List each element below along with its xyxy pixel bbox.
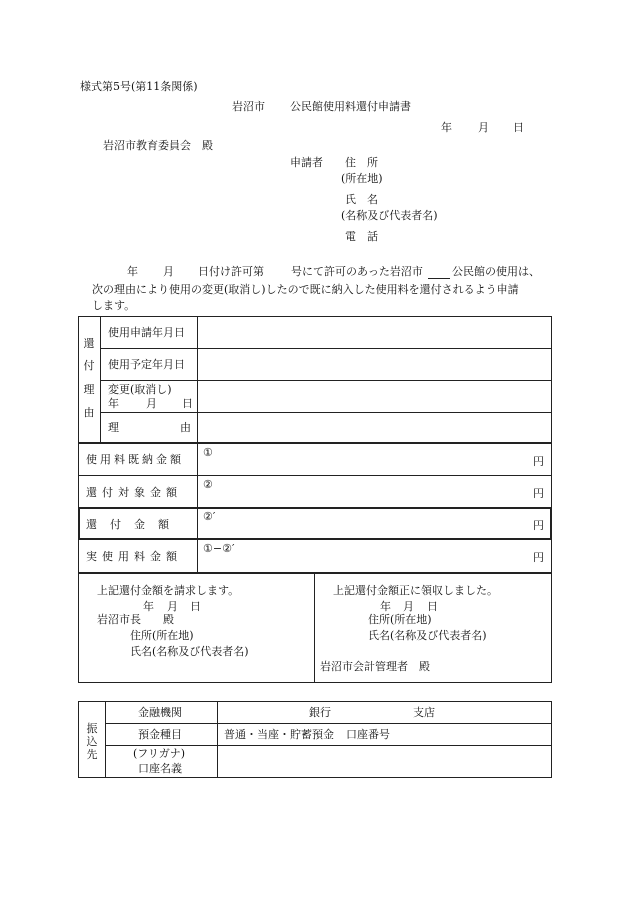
deposit-type-label: 預金種目	[138, 728, 182, 741]
body-date-permit: 日付け許可第	[198, 265, 264, 278]
body-year: 年	[127, 265, 138, 278]
bank-side-char: 先	[86, 748, 98, 761]
reason-side-char: 還	[83, 337, 95, 350]
bank-label-divider	[217, 701, 218, 778]
receipt-address-label: 住所(所在地)	[368, 613, 432, 626]
body-line3: します。	[92, 299, 136, 312]
body-blank-underline	[428, 278, 450, 279]
body-line1-end: 公民館の使用は、	[452, 265, 540, 278]
applicant-label: 申請者	[290, 156, 323, 169]
applicant-address-label: 住 所	[345, 156, 378, 169]
refund-amount-unit: 円	[533, 519, 544, 532]
reason-side-char: 付	[83, 359, 95, 372]
claim-addressee: 岩沼市長 殿	[97, 613, 174, 626]
actual-fee-mark: ①−②′	[203, 542, 235, 555]
refund-target-mark: ②	[203, 478, 213, 491]
change-month: 月	[146, 397, 157, 410]
receipt-name-label: 氏名(名称及び代表者名)	[368, 629, 487, 642]
bank-side-divider	[105, 701, 106, 778]
receipt-month: 月	[403, 600, 414, 613]
body-line2: 次の理由により使用の変更(取消し)したので既に納入した使用料を還付されるよう申請	[92, 283, 519, 296]
receipt-addressee: 岩沼市会計管理者 殿	[320, 660, 430, 673]
bank-row-line	[105, 745, 552, 746]
deposit-type-options: 普通・当座・貯蓄預金	[224, 728, 334, 741]
body-permit-text: 号にて許可のあった岩沼市	[291, 265, 423, 278]
reason-label-right: 由	[180, 421, 191, 434]
change-label: 変更(取消し)	[108, 383, 172, 396]
bank-side-char: 込	[86, 735, 98, 748]
reason-row-line	[100, 348, 552, 349]
paid-amount-label: 使用料既納金額	[86, 453, 184, 466]
date-day: 日	[513, 121, 524, 134]
applicant-address-sub: (所在地)	[341, 172, 383, 185]
reason-side-char: 由	[83, 406, 95, 419]
furigana-label: (フリガナ)	[133, 747, 186, 760]
bank-row-line	[105, 723, 552, 724]
paid-amount-mark: ①	[203, 446, 213, 459]
actual-fee-unit: 円	[533, 551, 544, 564]
branch-label: 支店	[413, 706, 435, 719]
refund-amount-mark: ②′	[203, 510, 216, 523]
refund-target-label: 還付対象金額	[86, 486, 182, 499]
claim-title: 上記還付金額を請求します。	[97, 584, 240, 597]
claim-name-label: 氏名(名称及び代表者名)	[130, 645, 249, 658]
account-name-label: 口座名義	[138, 762, 182, 775]
applicant-name-sub: (名称及び代表者名)	[341, 209, 438, 222]
date-year: 年	[441, 121, 452, 134]
refund-amount-label: 還 付 金 額	[86, 518, 170, 531]
form-number: 様式第5号(第11条関係)	[80, 80, 198, 93]
receipt-title: 上記還付金額正に領収しました。	[333, 584, 498, 597]
claim-year: 年	[143, 600, 154, 613]
bank-label: 銀行	[309, 706, 331, 719]
reason-side-char: 理	[83, 383, 95, 396]
scheduled-date-label: 使用予定年月日	[108, 358, 185, 371]
claim-day: 日	[190, 600, 201, 613]
institution-label: 金融機関	[138, 706, 182, 719]
refund-target-unit: 円	[533, 487, 544, 500]
reason-row-line	[100, 380, 552, 381]
change-day: 日	[182, 397, 193, 410]
actual-fee-label: 実使用料金額	[86, 550, 182, 563]
receipt-day: 日	[427, 600, 438, 613]
application-date-label: 使用申請年月日	[108, 326, 185, 339]
addressee: 岩沼市教育委員会 殿	[103, 139, 213, 152]
title-city: 岩沼市	[232, 100, 265, 113]
claim-month: 月	[167, 600, 178, 613]
reason-label-left: 理	[108, 421, 119, 434]
claim-divider	[314, 573, 315, 683]
claim-address-label: 住所(所在地)	[130, 629, 194, 642]
applicant-phone-label: 電 話	[345, 230, 378, 243]
applicant-name-label: 氏 名	[345, 193, 378, 206]
amount-row-line	[78, 475, 552, 476]
reason-row-line	[100, 412, 552, 413]
date-month: 月	[478, 121, 489, 134]
body-month: 月	[163, 265, 174, 278]
change-year: 年	[108, 397, 119, 410]
bank-side-char: 振	[86, 722, 98, 735]
paid-amount-unit: 円	[533, 455, 544, 468]
receipt-year: 年	[380, 600, 391, 613]
account-number-label: 口座番号	[346, 728, 390, 741]
page-title: 公民館使用料還付申請書	[290, 100, 411, 113]
